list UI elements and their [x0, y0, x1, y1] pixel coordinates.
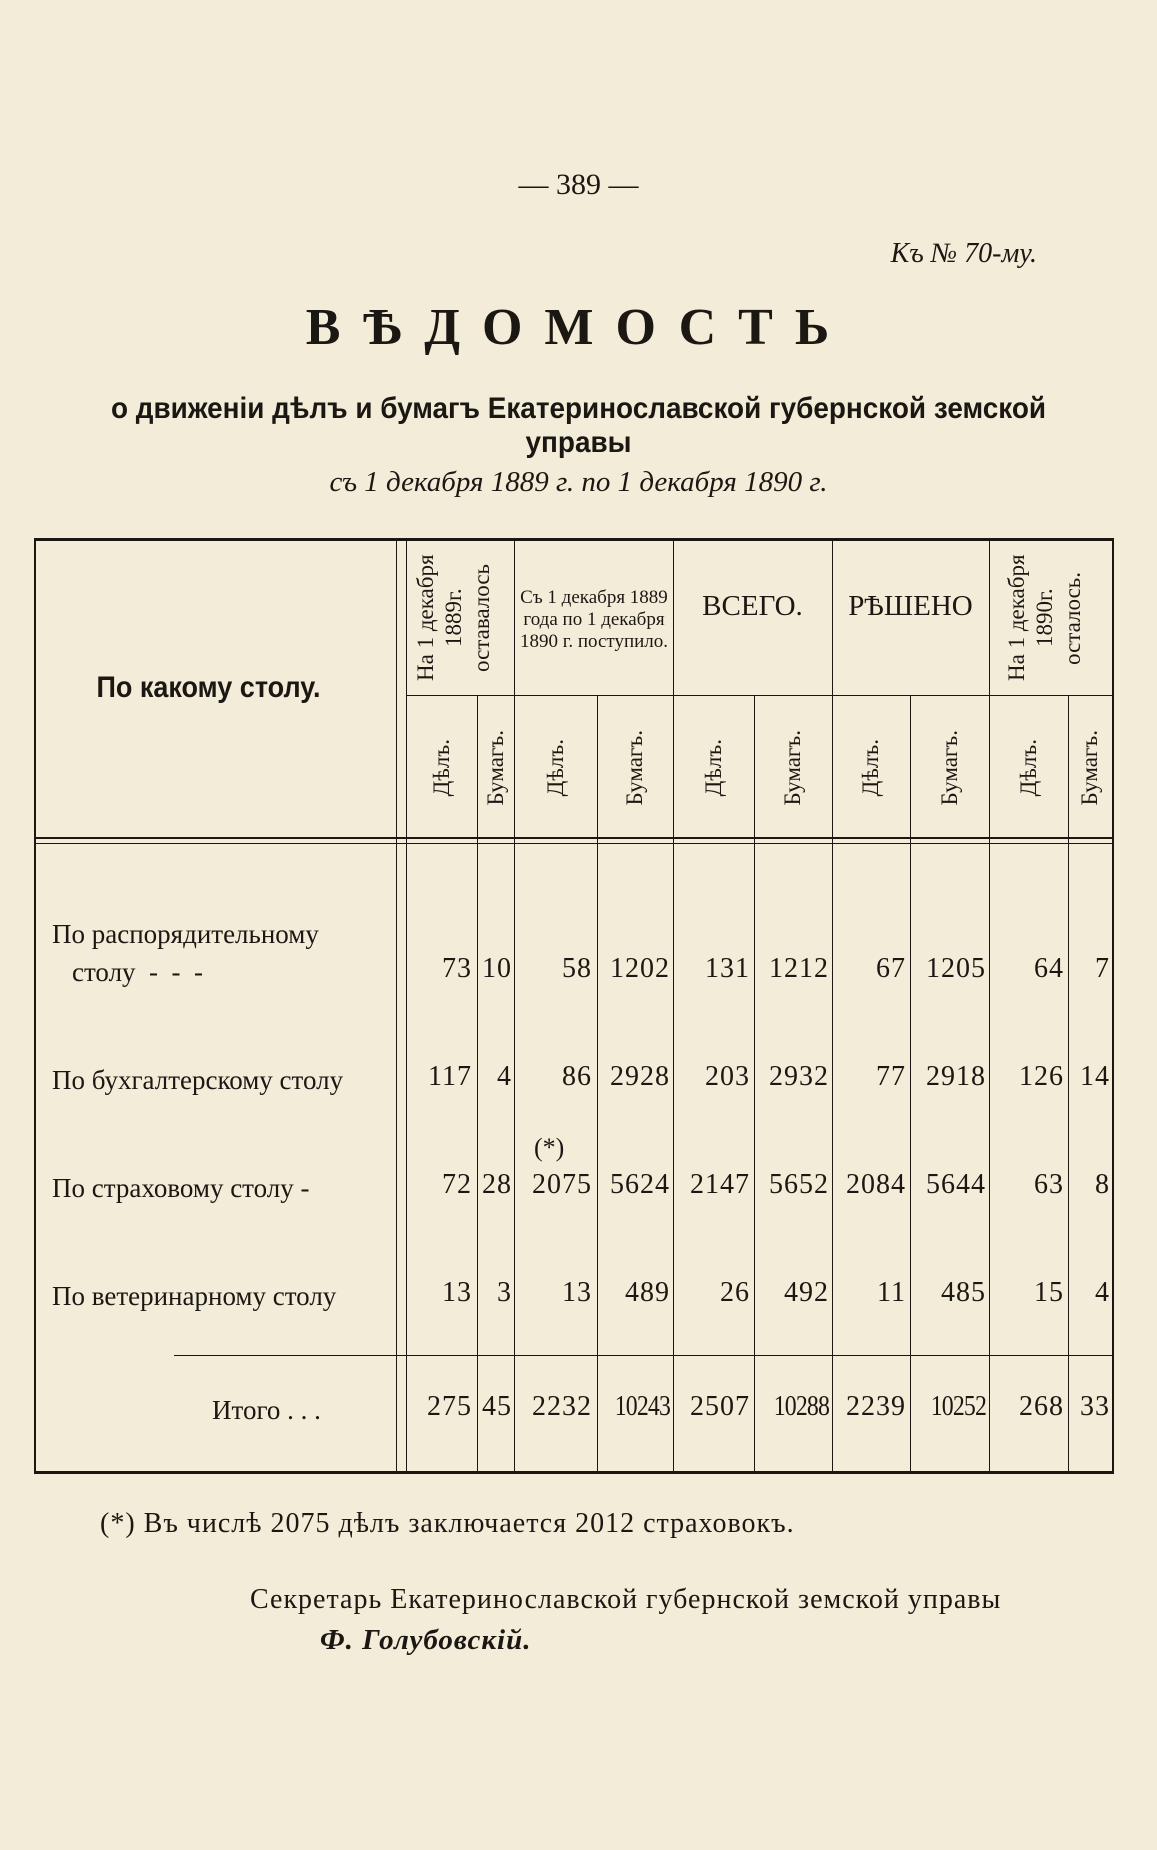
table-cell: 2147 [690, 1169, 750, 1200]
subheader-total-cases: Дѣлъ. [700, 739, 726, 797]
table-cell: 11 [877, 1277, 906, 1308]
subheader-total-papers: Бумагъ. [780, 730, 805, 806]
table-cell: 13 [442, 1277, 472, 1308]
secretary-title: Секретарь Екатеринославской губернской земской управы [250, 1584, 1002, 1615]
table-cell: 3 [497, 1277, 512, 1308]
table-cell: 13 [562, 1277, 592, 1308]
page-number: — 389 — [518, 168, 639, 201]
table-cell: 1202 [610, 953, 670, 984]
subheader-closing-papers: Бумагъ. [1077, 730, 1102, 806]
table-cell: 5652 [769, 1169, 829, 1200]
subheader-received-cases: Дѣлъ. [542, 739, 568, 797]
table-cell: 67 [876, 953, 906, 984]
table-cell: 5624 [610, 1169, 670, 1200]
table-cell: 2928 [610, 1061, 670, 1092]
reference-label: Къ № 70-му. [890, 238, 1037, 269]
table-cell: 14 [1080, 1061, 1110, 1092]
subheader-opening-cases: Дѣлъ. [428, 739, 454, 797]
header-decided: РѢШЕНО [848, 589, 973, 622]
table-cell: 28 [482, 1169, 512, 1200]
row-label-2: По бухгалтерскому столу [52, 1065, 344, 1095]
table-cell: 492 [784, 1277, 829, 1308]
total-cell: 10252 [930, 1391, 986, 1422]
header-received: Съ 1 декабря 1889 года по 1 декабря 1890 г. поступило. [519, 587, 669, 652]
table-cell: 58 [562, 953, 592, 984]
table-cell: 1205 [926, 953, 986, 984]
subheader-decided-cases: Дѣлъ. [858, 739, 883, 797]
table-cell: 5644 [926, 1169, 986, 1200]
table-cell: 77 [876, 1061, 906, 1092]
total-cell: 10288 [773, 1391, 829, 1422]
asterisk-mark: (*) [534, 1133, 565, 1162]
total-cell: 2239 [846, 1391, 906, 1422]
table-cell: 2075 [532, 1169, 592, 1200]
table-cell: 26 [720, 1277, 750, 1308]
header-closing: На 1 декабря 1890г. осталось. [1003, 554, 1085, 682]
header-opening: На 1 декабря 1889г. оставалось [413, 554, 494, 682]
subheader-received-papers: Бумагъ. [622, 730, 647, 806]
table-cell: 72 [442, 1169, 472, 1200]
footnote: (*) Въ числѣ 2075 дѣлъ заключается 2012 страховокъ. [100, 1508, 795, 1539]
total-row-label: Итого . . . [212, 1395, 321, 1425]
document-title: ВѢДОМОСТЬ [305, 299, 852, 356]
table-cell: 86 [562, 1061, 592, 1092]
statement-table [34, 538, 1114, 1474]
header-total: ВСЕГО. [702, 589, 803, 622]
table-cell: 8 [1095, 1169, 1110, 1200]
total-cell: 275 [427, 1391, 472, 1422]
row-label-3: По страховому столу - [52, 1173, 310, 1203]
total-cell: 2232 [532, 1391, 592, 1422]
table-cell: 15 [1034, 1277, 1064, 1308]
table-cell: 2918 [926, 1061, 986, 1092]
total-cell: 45 [482, 1391, 512, 1422]
total-cell: 268 [1019, 1391, 1064, 1422]
table-cell: 2084 [846, 1169, 906, 1200]
table-cell: 73 [442, 953, 472, 984]
table-cell: 4 [1095, 1277, 1110, 1308]
table-cell: 117 [428, 1061, 472, 1092]
row-label-1b: столу - - - [72, 957, 204, 987]
table-cell: 131 [705, 953, 750, 984]
subheader-closing-cases: Дѣлъ. [1015, 739, 1041, 797]
document-subtitle: о движеніи дѣлъ и бумагъ Екатеринославской губернской земской управы [110, 392, 1047, 459]
header-by-desk: По какому столу. [96, 671, 321, 704]
table-cell: 485 [941, 1277, 986, 1308]
table-cell: 4 [497, 1061, 512, 1092]
table-cell: 126 [1019, 1061, 1064, 1092]
table-cell: 1212 [769, 953, 829, 984]
row-label-1a: По распорядительному [52, 919, 319, 949]
total-cell: 2507 [690, 1391, 750, 1422]
table-cell: 64 [1034, 953, 1064, 984]
table-cell: 10 [482, 953, 512, 984]
table-cell: 2932 [769, 1061, 829, 1092]
table-cell: 7 [1095, 953, 1110, 984]
document-period: съ 1 декабря 1889 г. по 1 декабря 1890 г. [329, 466, 828, 498]
signature: Ф. Голубовскій. [320, 1624, 532, 1656]
subheader-opening-papers: Бумагъ. [482, 730, 508, 806]
table-cell: 203 [705, 1061, 750, 1092]
row-label-4: По ветеринарному столу [52, 1281, 337, 1311]
total-cell: 33 [1080, 1391, 1110, 1422]
table-cell: 63 [1034, 1169, 1064, 1200]
subheader-decided-papers: Бумагъ. [936, 730, 962, 806]
table-cell: 489 [625, 1277, 670, 1308]
total-cell: 10243 [614, 1391, 670, 1422]
